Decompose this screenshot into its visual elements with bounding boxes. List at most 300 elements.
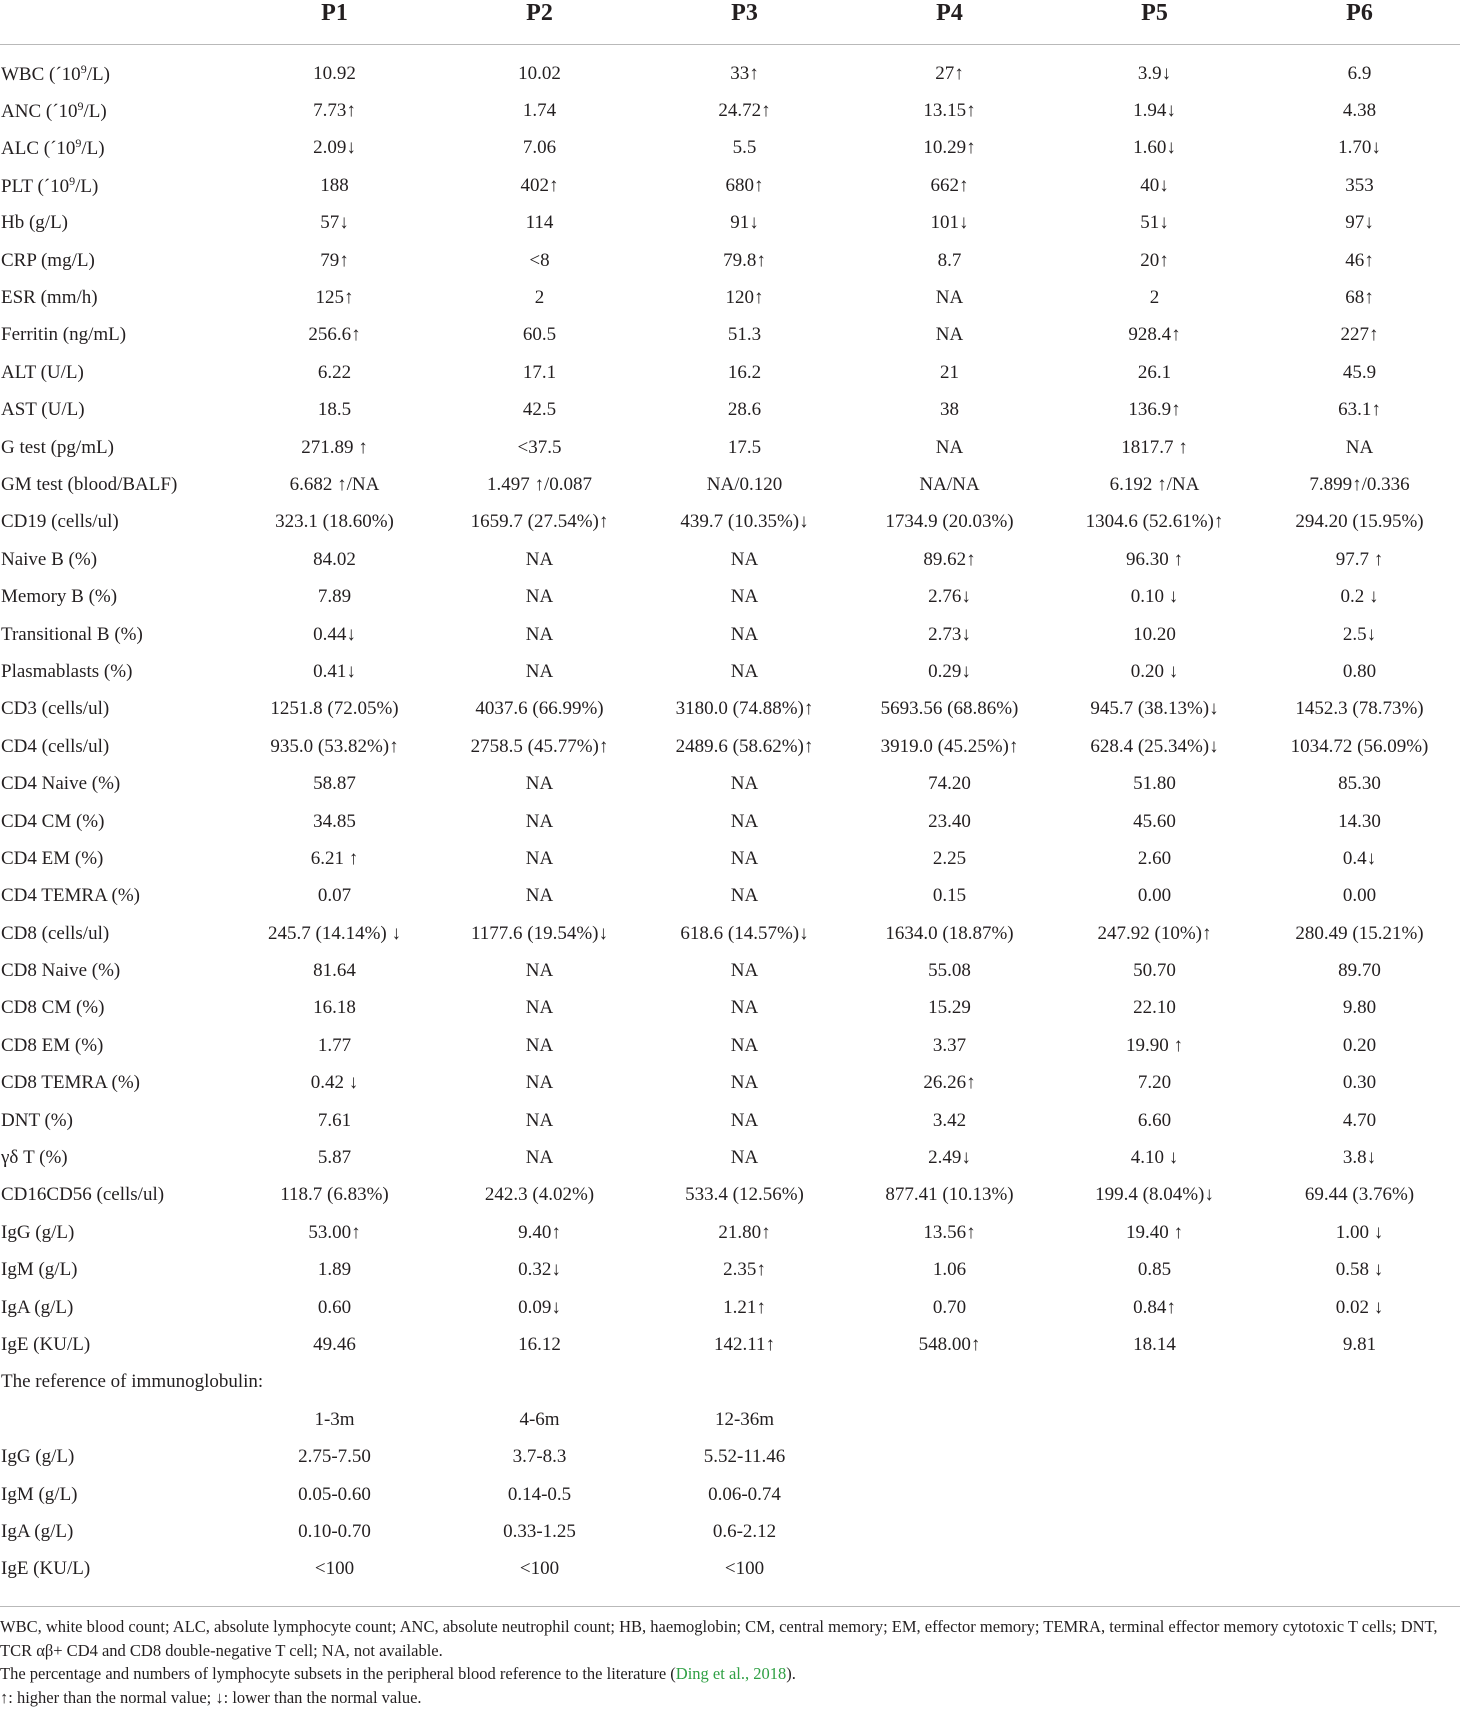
table-cell: 101↓ <box>930 212 969 234</box>
table-cell: 7.73↑ <box>313 100 356 122</box>
table-cell: 3180.0 (74.88%)↑ <box>675 698 814 720</box>
table-cell: 63.1↑ <box>1338 399 1381 421</box>
table-cell: 1634.0 (18.87%) <box>885 922 1014 944</box>
table-cell: 0.32↓ <box>518 1259 561 1281</box>
table-cell: 7.06 <box>522 137 557 159</box>
table-cell: 0.60 <box>317 1296 352 1318</box>
table-row <box>0 1252 1460 1289</box>
table-cell: 9.40↑ <box>518 1221 561 1243</box>
table-cell: 0.80 <box>1342 660 1377 682</box>
table-cell: 0.2 ↓ <box>1340 586 1379 608</box>
table-cell: NA <box>525 548 554 570</box>
table-cell: 97↓ <box>1345 212 1374 234</box>
table-cell: 40↓ <box>1140 174 1169 196</box>
table-cell: 21 <box>940 361 959 383</box>
table-cell: NA <box>935 324 964 346</box>
table-cell: 21.80↑ <box>718 1221 771 1243</box>
reference-age-row <box>0 1401 1460 1438</box>
table-cell: 84.02 <box>313 548 356 570</box>
table-row <box>0 45 1460 93</box>
header-patient: P2 <box>437 0 642 45</box>
table-cell: 0.70 <box>932 1296 967 1318</box>
table-cell: 22.10 <box>1133 997 1176 1019</box>
table-cell: 0.29↓ <box>928 660 971 682</box>
table-cell: 17.1 <box>522 361 557 383</box>
reference-label: IgE (KU/L) <box>1 1558 91 1580</box>
header-patient: P4 <box>847 0 1052 45</box>
table-cell: 9.81 <box>1342 1333 1377 1355</box>
table-cell: 81.64 <box>313 960 356 982</box>
table-cell: 10.20 <box>1133 623 1176 645</box>
table-cell: NA <box>730 847 759 869</box>
row-label: Plasmablasts (%) <box>1 660 133 682</box>
table-cell: NA <box>1345 436 1374 458</box>
row-label: CD8 CM (%) <box>1 997 105 1019</box>
reference-age-blank <box>0 1401 232 1438</box>
table-cell: 42.5 <box>522 399 557 421</box>
reference-label: IgG (g/L) <box>1 1446 75 1468</box>
table-cell: 2.25 <box>932 847 967 869</box>
empty-cell <box>847 1438 1052 1475</box>
table-cell: 8.7 <box>937 249 962 271</box>
table-row <box>0 130 1460 167</box>
reference-cell: 0.06-0.74 <box>708 1483 781 1505</box>
row-label: CD4 Naive (%) <box>1 773 121 795</box>
table-cell: 935.0 (53.82%)↑ <box>270 735 399 757</box>
table-cell: 0.44↓ <box>313 623 356 645</box>
table-cell: 49.46 <box>313 1333 356 1355</box>
table-cell: 16.2 <box>727 361 762 383</box>
citation-link[interactable]: Ding et al., 2018 <box>675 1664 787 1683</box>
table-cell: 0.58 ↓ <box>1335 1259 1384 1281</box>
table-cell: 6.192 ↑/NA <box>1109 473 1200 495</box>
empty-cell <box>1257 1401 1460 1438</box>
row-label: Hb (g/L) <box>1 212 69 234</box>
table-row <box>0 1139 1460 1176</box>
table-cell: 1659.7 (27.54%)↑ <box>470 511 609 533</box>
table-footnotes <box>0 1606 1460 1709</box>
table-cell: 3.8↓ <box>1342 1147 1377 1169</box>
table-row <box>0 1214 1460 1251</box>
table-cell: <37.5 <box>517 436 562 458</box>
table-row <box>0 92 1460 129</box>
reference-cell: <100 <box>724 1558 765 1580</box>
reference-cell: 0.14-0.5 <box>507 1483 572 1505</box>
table-row <box>0 1065 1460 1102</box>
table-cell: NA <box>525 586 554 608</box>
table-cell: NA <box>730 773 759 795</box>
table-cell: 74.20 <box>928 773 971 795</box>
table-cell: 533.4 (12.56%) <box>685 1184 804 1206</box>
table-cell: 4.10 ↓ <box>1130 1147 1179 1169</box>
reference-row <box>0 1438 1460 1475</box>
table-row <box>0 990 1460 1027</box>
table-cell: 5.87 <box>317 1147 352 1169</box>
table-cell: NA <box>730 548 759 570</box>
table-cell: 1.06 <box>932 1259 967 1281</box>
table-cell: 271.89 ↑ <box>301 436 368 458</box>
empty-cell <box>1052 1551 1257 1588</box>
row-label: CD4 (cells/ul) <box>1 735 110 757</box>
table-cell: NA <box>730 1034 759 1056</box>
table-cell: 618.6 (14.57%)↓ <box>680 922 809 944</box>
table-cell: 2.49↓ <box>928 1147 971 1169</box>
table-row <box>0 1326 1460 1363</box>
table-row <box>0 952 1460 989</box>
table-cell: NA <box>935 436 964 458</box>
table-cell: 7.899↑/0.336 <box>1309 473 1410 495</box>
table-row <box>0 242 1460 279</box>
empty-cell <box>1257 1438 1460 1475</box>
table-cell: 79.8↑ <box>723 249 766 271</box>
table-row <box>0 728 1460 765</box>
reference-age-group: 4-6m <box>519 1408 560 1430</box>
table-cell: 245.7 (14.14%) ↓ <box>268 922 401 944</box>
table-cell: 10.02 <box>518 62 561 84</box>
table-cell: 0.20 ↓ <box>1130 660 1179 682</box>
table-cell: 3919.0 (45.25%)↑ <box>880 735 1019 757</box>
table-cell: 57↓ <box>320 212 349 234</box>
table-cell: 1304.6 (52.61%)↑ <box>1085 511 1224 533</box>
table-cell: 402↑ <box>520 174 559 196</box>
table-cell: 0.09↓ <box>518 1296 561 1318</box>
table-cell: 6.21 ↑ <box>310 847 359 869</box>
table-cell: 125↑ <box>315 287 354 309</box>
table-cell: 3.42 <box>932 1109 967 1131</box>
table-cell: 662↑ <box>930 174 969 196</box>
table-cell: 97.7 ↑ <box>1335 548 1384 570</box>
table-cell: NA <box>525 1147 554 1169</box>
table-cell: 928.4↑ <box>1128 324 1181 346</box>
table-row <box>0 429 1460 466</box>
reference-cell: <100 <box>314 1558 355 1580</box>
table-cell: 4.38 <box>1342 100 1377 122</box>
table-cell: NA <box>525 847 554 869</box>
table-cell: 23.40 <box>928 810 971 832</box>
row-label: Naive B (%) <box>1 548 98 570</box>
table-row <box>0 205 1460 242</box>
table-cell: 18.5 <box>317 399 352 421</box>
row-label: GM test (blood/BALF) <box>1 473 178 495</box>
empty-cell <box>847 1513 1052 1550</box>
table-cell: 68↑ <box>1345 287 1374 309</box>
table-cell: 0.00 <box>1342 885 1377 907</box>
table-cell: 4037.6 (66.99%) <box>475 698 604 720</box>
table-cell: 33↑ <box>730 62 759 84</box>
table-cell: 89.70 <box>1338 960 1381 982</box>
table-row <box>0 354 1460 391</box>
table-cell: NA <box>730 623 759 645</box>
empty-cell <box>1257 1476 1460 1513</box>
table-cell: 2 <box>1149 287 1160 309</box>
table-cell: 20↑ <box>1140 249 1169 271</box>
table-row <box>0 765 1460 802</box>
reference-age-group: 12-36m <box>714 1408 775 1430</box>
table-cell: NA <box>730 586 759 608</box>
table-cell: 16.12 <box>518 1333 561 1355</box>
table-cell: 24.72↑ <box>718 100 771 122</box>
table-row <box>0 1289 1460 1326</box>
empty-cell <box>1257 1513 1460 1550</box>
footnote-reference <box>0 1662 1460 1686</box>
table-cell: 188 <box>320 174 349 196</box>
empty-cell <box>1052 1513 1257 1550</box>
table-cell: 58.87 <box>313 773 356 795</box>
table-cell: 0.84↑ <box>1133 1296 1176 1318</box>
header-patient: P1 <box>232 0 437 45</box>
table-row <box>0 1102 1460 1139</box>
footnote-reference-end: ). <box>786 1664 796 1683</box>
table-cell: 19.90 ↑ <box>1126 1034 1183 1056</box>
table-cell: NA <box>730 1072 759 1094</box>
table-cell: 199.4 (8.04%)↓ <box>1095 1184 1214 1206</box>
header-patient: P3 <box>642 0 847 45</box>
footnote-arrows: ↑: higher than the normal value; ↓: lower than the normal value. <box>0 1687 422 1707</box>
row-label: Memory B (%) <box>1 586 118 608</box>
row-label: γδ T (%) <box>1 1147 68 1169</box>
table-cell: 0.20 <box>1342 1034 1377 1056</box>
row-label: CD8 (cells/ul) <box>1 922 110 944</box>
table-cell: 53.00↑ <box>308 1221 361 1243</box>
reference-title-row <box>0 1364 1460 1401</box>
table-cell: 1452.3 (78.73%) <box>1295 698 1424 720</box>
table-cell: 2 <box>534 287 545 309</box>
table-cell: NA <box>525 997 554 1019</box>
table-cell: 46↑ <box>1345 249 1374 271</box>
table-cell: 6.9 <box>1347 62 1372 84</box>
table-cell: 45.60 <box>1133 810 1176 832</box>
table-cell: 14.30 <box>1338 810 1381 832</box>
row-label: CD3 (cells/ul) <box>1 698 110 720</box>
table-cell: NA <box>525 885 554 907</box>
row-label: ALC $(´10^9/L)$ <box>1 136 105 160</box>
table-cell: 2758.5 (45.77%)↑ <box>470 735 609 757</box>
table-row <box>0 616 1460 653</box>
table-row <box>0 167 1460 204</box>
table-cell: 51↓ <box>1140 212 1169 234</box>
row-label: CD8 EM (%) <box>1 1034 104 1056</box>
table-cell: 45.9 <box>1342 361 1377 383</box>
table-cell: 136.9↑ <box>1128 399 1181 421</box>
table-cell: NA <box>730 660 759 682</box>
table-cell: 17.5 <box>727 436 762 458</box>
table-cell: NA <box>525 1034 554 1056</box>
row-label: WBC $(´10^9/L)$ <box>1 61 110 85</box>
reference-cell: 0.10-0.70 <box>298 1520 371 1542</box>
table-cell: 3.9↓ <box>1137 62 1172 84</box>
row-label: CD8 TEMRA (%) <box>1 1072 140 1094</box>
table-cell: 10.92 <box>313 62 356 84</box>
table-cell: 1.74 <box>522 100 557 122</box>
table-row <box>0 317 1460 354</box>
reference-cell: 0.05-0.60 <box>298 1483 371 1505</box>
table-cell: 6.22 <box>317 361 352 383</box>
table-cell: 0.85 <box>1137 1259 1172 1281</box>
table-cell: 6.60 <box>1137 1109 1172 1131</box>
header-blank <box>0 0 232 45</box>
table-cell: 19.40 ↑ <box>1126 1221 1183 1243</box>
table-cell: 323.1 (18.60%) <box>275 511 394 533</box>
table-cell: 680↑ <box>725 174 764 196</box>
table-cell: NA <box>525 1072 554 1094</box>
table-cell: NA <box>525 810 554 832</box>
row-label: G test (pg/mL) <box>1 436 114 458</box>
footnote-abbreviations: WBC, white blood count; ALC, absolute lymphocyte count; ANC, absolute neutrophil count; HB, haemoglobin; CM, central memory; EM, effector memory; TEMRA, terminal effector memory cytotoxic T cells; DNT, TCR αβ+ CD4 and CD8 double-negative T cell; NA, not available. <box>0 1617 1438 1660</box>
table-cell: 0.42 ↓ <box>310 1072 359 1094</box>
row-label: IgM (g/L) <box>1 1259 78 1281</box>
row-label: DNT (%) <box>1 1109 73 1131</box>
table-cell: 16.18 <box>313 997 356 1019</box>
row-label: ALT (U/L) <box>1 361 84 383</box>
table-cell: 227↑ <box>1340 324 1379 346</box>
superscript-exponent: 9 <box>77 99 84 114</box>
empty-cell <box>1257 1551 1460 1588</box>
table-cell: 5693.56 (68.86%) <box>880 698 1019 720</box>
table-cell: 1034.72 (56.09%) <box>1290 735 1429 757</box>
table-cell: 0.10 ↓ <box>1130 586 1179 608</box>
row-label: IgG (g/L) <box>1 1221 75 1243</box>
reference-cell: 3.7-8.3 <box>512 1446 567 1468</box>
table-cell: 5.5 <box>732 137 757 159</box>
superscript-exponent: 9 <box>69 173 76 188</box>
table-cell: 0.02 ↓ <box>1335 1296 1384 1318</box>
table-cell: 2.60 <box>1137 847 1172 869</box>
table-cell: 0.00 <box>1137 885 1172 907</box>
table-cell: NA <box>730 810 759 832</box>
row-label: ESR (mm/h) <box>1 287 98 309</box>
reference-label: IgM (g/L) <box>1 1483 78 1505</box>
header-patient: P6 <box>1257 0 1460 45</box>
superscript-exponent: 9 <box>75 136 82 151</box>
reference-cell: <100 <box>519 1558 560 1580</box>
row-label: PLT $(´10^9/L)$ <box>1 173 99 197</box>
table-cell: <8 <box>529 249 550 271</box>
table-cell: 51.80 <box>1133 773 1176 795</box>
table-row <box>0 840 1460 877</box>
reference-cell: 5.52-11.46 <box>703 1446 786 1468</box>
table-cell: 3.37 <box>932 1034 967 1056</box>
table-cell: 51.3 <box>727 324 762 346</box>
reference-cell: 0.33-1.25 <box>503 1520 576 1542</box>
table-cell: 118.7 (6.83%) <box>280 1184 389 1206</box>
row-label: CRP (mg/L) <box>1 249 95 271</box>
table-cell: 6.682 ↑/NA <box>289 473 380 495</box>
table-cell: 1817.7 ↑ <box>1121 436 1188 458</box>
table-cell: 280.49 (15.21%) <box>1295 922 1424 944</box>
table-cell: 0.15 <box>932 885 967 907</box>
table-cell: 7.61 <box>317 1109 352 1131</box>
table-cell: 1.89 <box>317 1259 352 1281</box>
table-cell: 13.56↑ <box>923 1221 976 1243</box>
table-cell: 50.70 <box>1133 960 1176 982</box>
table-cell: 0.41↓ <box>313 660 356 682</box>
table-cell: NA <box>935 287 964 309</box>
table-cell: 10.29↑ <box>923 137 976 159</box>
empty-cell <box>847 1401 1052 1438</box>
footnote-reference-text: The percentage and numbers of lymphocyte subsets in the peripheral blood reference to the literature ( <box>0 1664 676 1683</box>
table-cell: NA <box>730 997 759 1019</box>
table-row <box>0 392 1460 429</box>
table-cell: 85.30 <box>1338 773 1381 795</box>
table-row <box>0 578 1460 615</box>
table-cell: 27↑ <box>935 62 964 84</box>
table-cell: 628.4 (25.34%)↓ <box>1090 735 1219 757</box>
table-cell: 2.5↓ <box>1342 623 1377 645</box>
table-cell: 548.00↑ <box>918 1333 981 1355</box>
row-label: CD16CD56 (cells/ul) <box>1 1184 165 1206</box>
row-label: Transitional B (%) <box>1 623 143 645</box>
header-row <box>0 0 1460 45</box>
table-cell: 18.14 <box>1133 1333 1176 1355</box>
table-row <box>0 915 1460 952</box>
table-cell: NA <box>730 960 759 982</box>
table-cell: 2.76↓ <box>928 586 971 608</box>
table-cell: 9.80 <box>1342 997 1377 1019</box>
table-cell: 15.29 <box>928 997 971 1019</box>
table-cell: 69.44 (3.76%) <box>1304 1184 1415 1206</box>
table-cell: 89.62↑ <box>923 548 976 570</box>
table-cell: NA <box>525 960 554 982</box>
table-cell: NA <box>730 885 759 907</box>
table-row <box>0 1027 1460 1064</box>
table-cell: NA/NA <box>919 473 980 495</box>
table-row <box>0 466 1460 503</box>
table-cell: 1251.8 (72.05%) <box>270 698 399 720</box>
table-cell: 1.21↑ <box>723 1296 766 1318</box>
table-cell: 26.26↑ <box>923 1072 976 1094</box>
table-cell: 96.30 ↑ <box>1126 548 1183 570</box>
table-cell: 60.5 <box>522 324 557 346</box>
empty-cell <box>1052 1401 1257 1438</box>
empty-cell <box>847 1551 1052 1588</box>
row-label: Ferritin (ng/mL) <box>1 324 127 346</box>
empty-cell <box>1052 1438 1257 1475</box>
table-cell: 2.73↓ <box>928 623 971 645</box>
table-cell: 1.60↓ <box>1133 137 1176 159</box>
table-cell: 1.70↓ <box>1338 137 1381 159</box>
table-cell: 2.09↓ <box>313 137 356 159</box>
table-cell: 114 <box>525 212 554 234</box>
table-cell: 4.70 <box>1342 1109 1377 1131</box>
table-cell: 7.20 <box>1137 1072 1172 1094</box>
reference-row <box>0 1551 1460 1588</box>
table-cell: 1.94↓ <box>1133 100 1176 122</box>
empty-cell <box>847 1476 1052 1513</box>
row-label: CD19 (cells/ul) <box>1 511 119 533</box>
table-cell: NA <box>525 660 554 682</box>
table-cell: 247.92 (10%)↑ <box>1097 922 1212 944</box>
table-cell: 294.20 (15.95%) <box>1295 511 1424 533</box>
table-body <box>0 45 1460 1589</box>
reference-label: IgA (g/L) <box>1 1520 74 1542</box>
table-row <box>0 279 1460 316</box>
row-label: CD4 TEMRA (%) <box>1 885 140 907</box>
table-row <box>0 504 1460 541</box>
row-label: CD4 CM (%) <box>1 810 105 832</box>
table-cell: 120↑ <box>725 287 764 309</box>
table-cell: NA <box>525 1109 554 1131</box>
table-cell: 256.6↑ <box>308 324 361 346</box>
table-cell: 877.41 (10.13%) <box>885 1184 1014 1206</box>
table-cell: 142.11↑ <box>713 1333 776 1355</box>
table-cell: 1177.6 (19.54%)↓ <box>470 922 609 944</box>
table-cell: 28.6 <box>727 399 762 421</box>
table-cell: 1.00 ↓ <box>1335 1221 1384 1243</box>
table-cell: NA <box>730 1109 759 1131</box>
superscript-exponent: 9 <box>80 61 87 76</box>
table-cell: 242.3 (4.02%) <box>484 1184 595 1206</box>
table-cell: 26.1 <box>1137 361 1172 383</box>
